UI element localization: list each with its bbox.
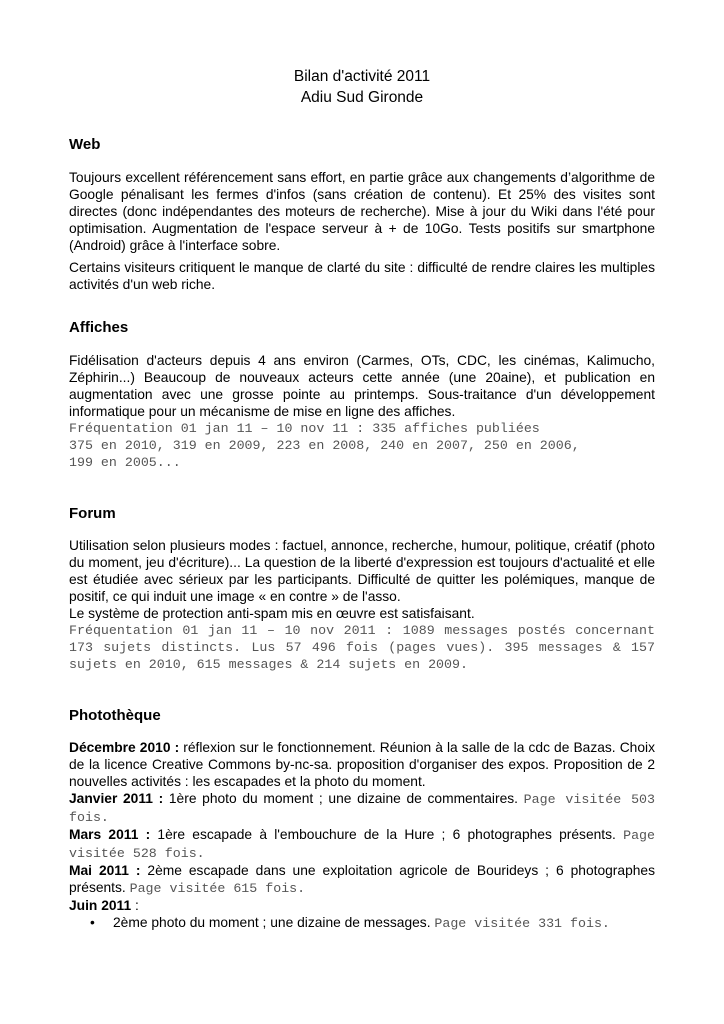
title-line-1: Bilan d'activité 2011	[293, 68, 431, 85]
january-2011-stat: Page visitée 503 fois.	[69, 792, 656, 825]
document-title	[69, 66, 655, 108]
december-2010-text: réflexion sur le fonctionnement. Réunion à la salle de la cdc de Bazas. Choix de la licence Creative Commons by-nc-sa. proposition d'organiser des expos. Proposition de 2 nouvelles activités : les escapades et la photo du moment.	[69, 740, 655, 789]
may-2011-stat: Page visitée 615 fois.	[129, 881, 306, 896]
january-2011-text: 1ère photo du moment ; une dizaine de commentaires.	[163, 791, 524, 806]
heading-forum: Forum	[69, 505, 116, 522]
section-phototheque	[69, 706, 655, 932]
bullet-icon: •	[90, 915, 95, 930]
may-2011-label: Mai 2011 :	[69, 863, 141, 878]
june-item-text: 2ème photo du moment ; une dizaine de messages.	[113, 915, 435, 930]
section-forum	[69, 504, 655, 673]
phototheque-january-2011	[69, 790, 655, 826]
december-2010-label: Décembre 2010 :	[69, 740, 180, 755]
march-2011-text: 1ère escapade à l'embouchure de la Hure ; 6 photographes présents.	[150, 827, 624, 842]
phototheque-december-2010	[69, 739, 655, 790]
affiches-stats-line-3: 199 en 2005...	[69, 455, 181, 470]
title-line-2: Adiu Sud Gironde	[300, 89, 424, 106]
affiches-stats-line-1: Fréquentation 01 jan 11 – 10 nov 11 : 335 affiches publiées	[69, 421, 540, 436]
phototheque-may-2011	[69, 862, 655, 897]
january-2011-label: Janvier 2011 :	[69, 791, 164, 806]
march-2011-stat: Page visitée 528 fois.	[69, 828, 656, 861]
march-2011-label: Mars 2011 :	[69, 827, 151, 842]
june-item-stat: Page visitée 331 fois.	[434, 916, 610, 931]
heading-web: Web	[69, 136, 101, 153]
section-web	[69, 135, 655, 293]
web-paragraph-1: Toujours excellent référencement sans effort, en partie grâce aux changements d’algorithme de Google pénalisant les fermes d'infos (sans création de contenu). Et 25% des visites sont directes (donc indépendantes des moteurs de recherche). Mise à jour du Wiki dans l'été pour optimisation. Augmentation de l'espace serveur à + de 10Go. Tests positifs sur smartphone (Android) grâce à l'interface sobre.	[69, 170, 655, 253]
phototheque-june-2011	[69, 897, 655, 914]
june-2011-colon: :	[131, 898, 139, 913]
forum-paragraph-1: Utilisation selon plusieurs modes : factuel, annonce, recherche, humour, politique, créatif (photo du moment, jeu d'écriture)... La question de la liberté d'expression est toujours d'actualité et elle est étudiée avec sérieux par les participants. Difficulté de quitter les polémiques, manque de positif, ce qui induit une image « en contre » de l'asso.	[69, 538, 655, 604]
forum-stats: Fréquentation 01 jan 11 – 10 nov 2011 : 1089 messages postés concernant 173 sujets distincts. Lus 57 496 fois (pages vues). 395 messages & 157 sujets en 2010, 615 messages & 214 sujets en 2009.	[69, 623, 655, 672]
affiches-stats-line-2: 375 en 2010, 319 en 2009, 223 en 2008, 240 en 2007, 250 en 2006,	[69, 438, 580, 453]
phototheque-march-2011	[69, 826, 655, 862]
web-paragraph-2: Certains visiteurs critiquent le manque de clarté du site : difficulté de rendre claires les multiples activités d'un web riche.	[69, 260, 655, 292]
section-affiches	[69, 318, 655, 471]
june-2011-label: Juin 2011	[69, 898, 132, 913]
heading-phototheque: Photothèque	[69, 707, 161, 724]
forum-paragraph-2: Le système de protection anti-spam mis en œuvre est satisfaisant.	[69, 606, 475, 621]
list-item	[90, 914, 655, 932]
document-page	[69, 66, 655, 932]
affiches-paragraph: Fidélisation d'acteurs depuis 4 ans environ (Carmes, OTs, CDC, les cinémas, Kalimucho, Zéphirin...) Beaucoup de nouveaux acteurs cette année (une 20aine), et publication en augmentation avec une grosse pointe au printemps. Sous-traitance d'un développement informatique pour un mécanisme de mise en ligne des affiches.	[69, 353, 655, 419]
may-2011-text: 2ème escapade dans une exploitation agricole de Bourideys ; 6 photographes présents.	[69, 863, 655, 895]
june-2011-list	[69, 914, 655, 932]
heading-affiches: Affiches	[69, 319, 129, 336]
